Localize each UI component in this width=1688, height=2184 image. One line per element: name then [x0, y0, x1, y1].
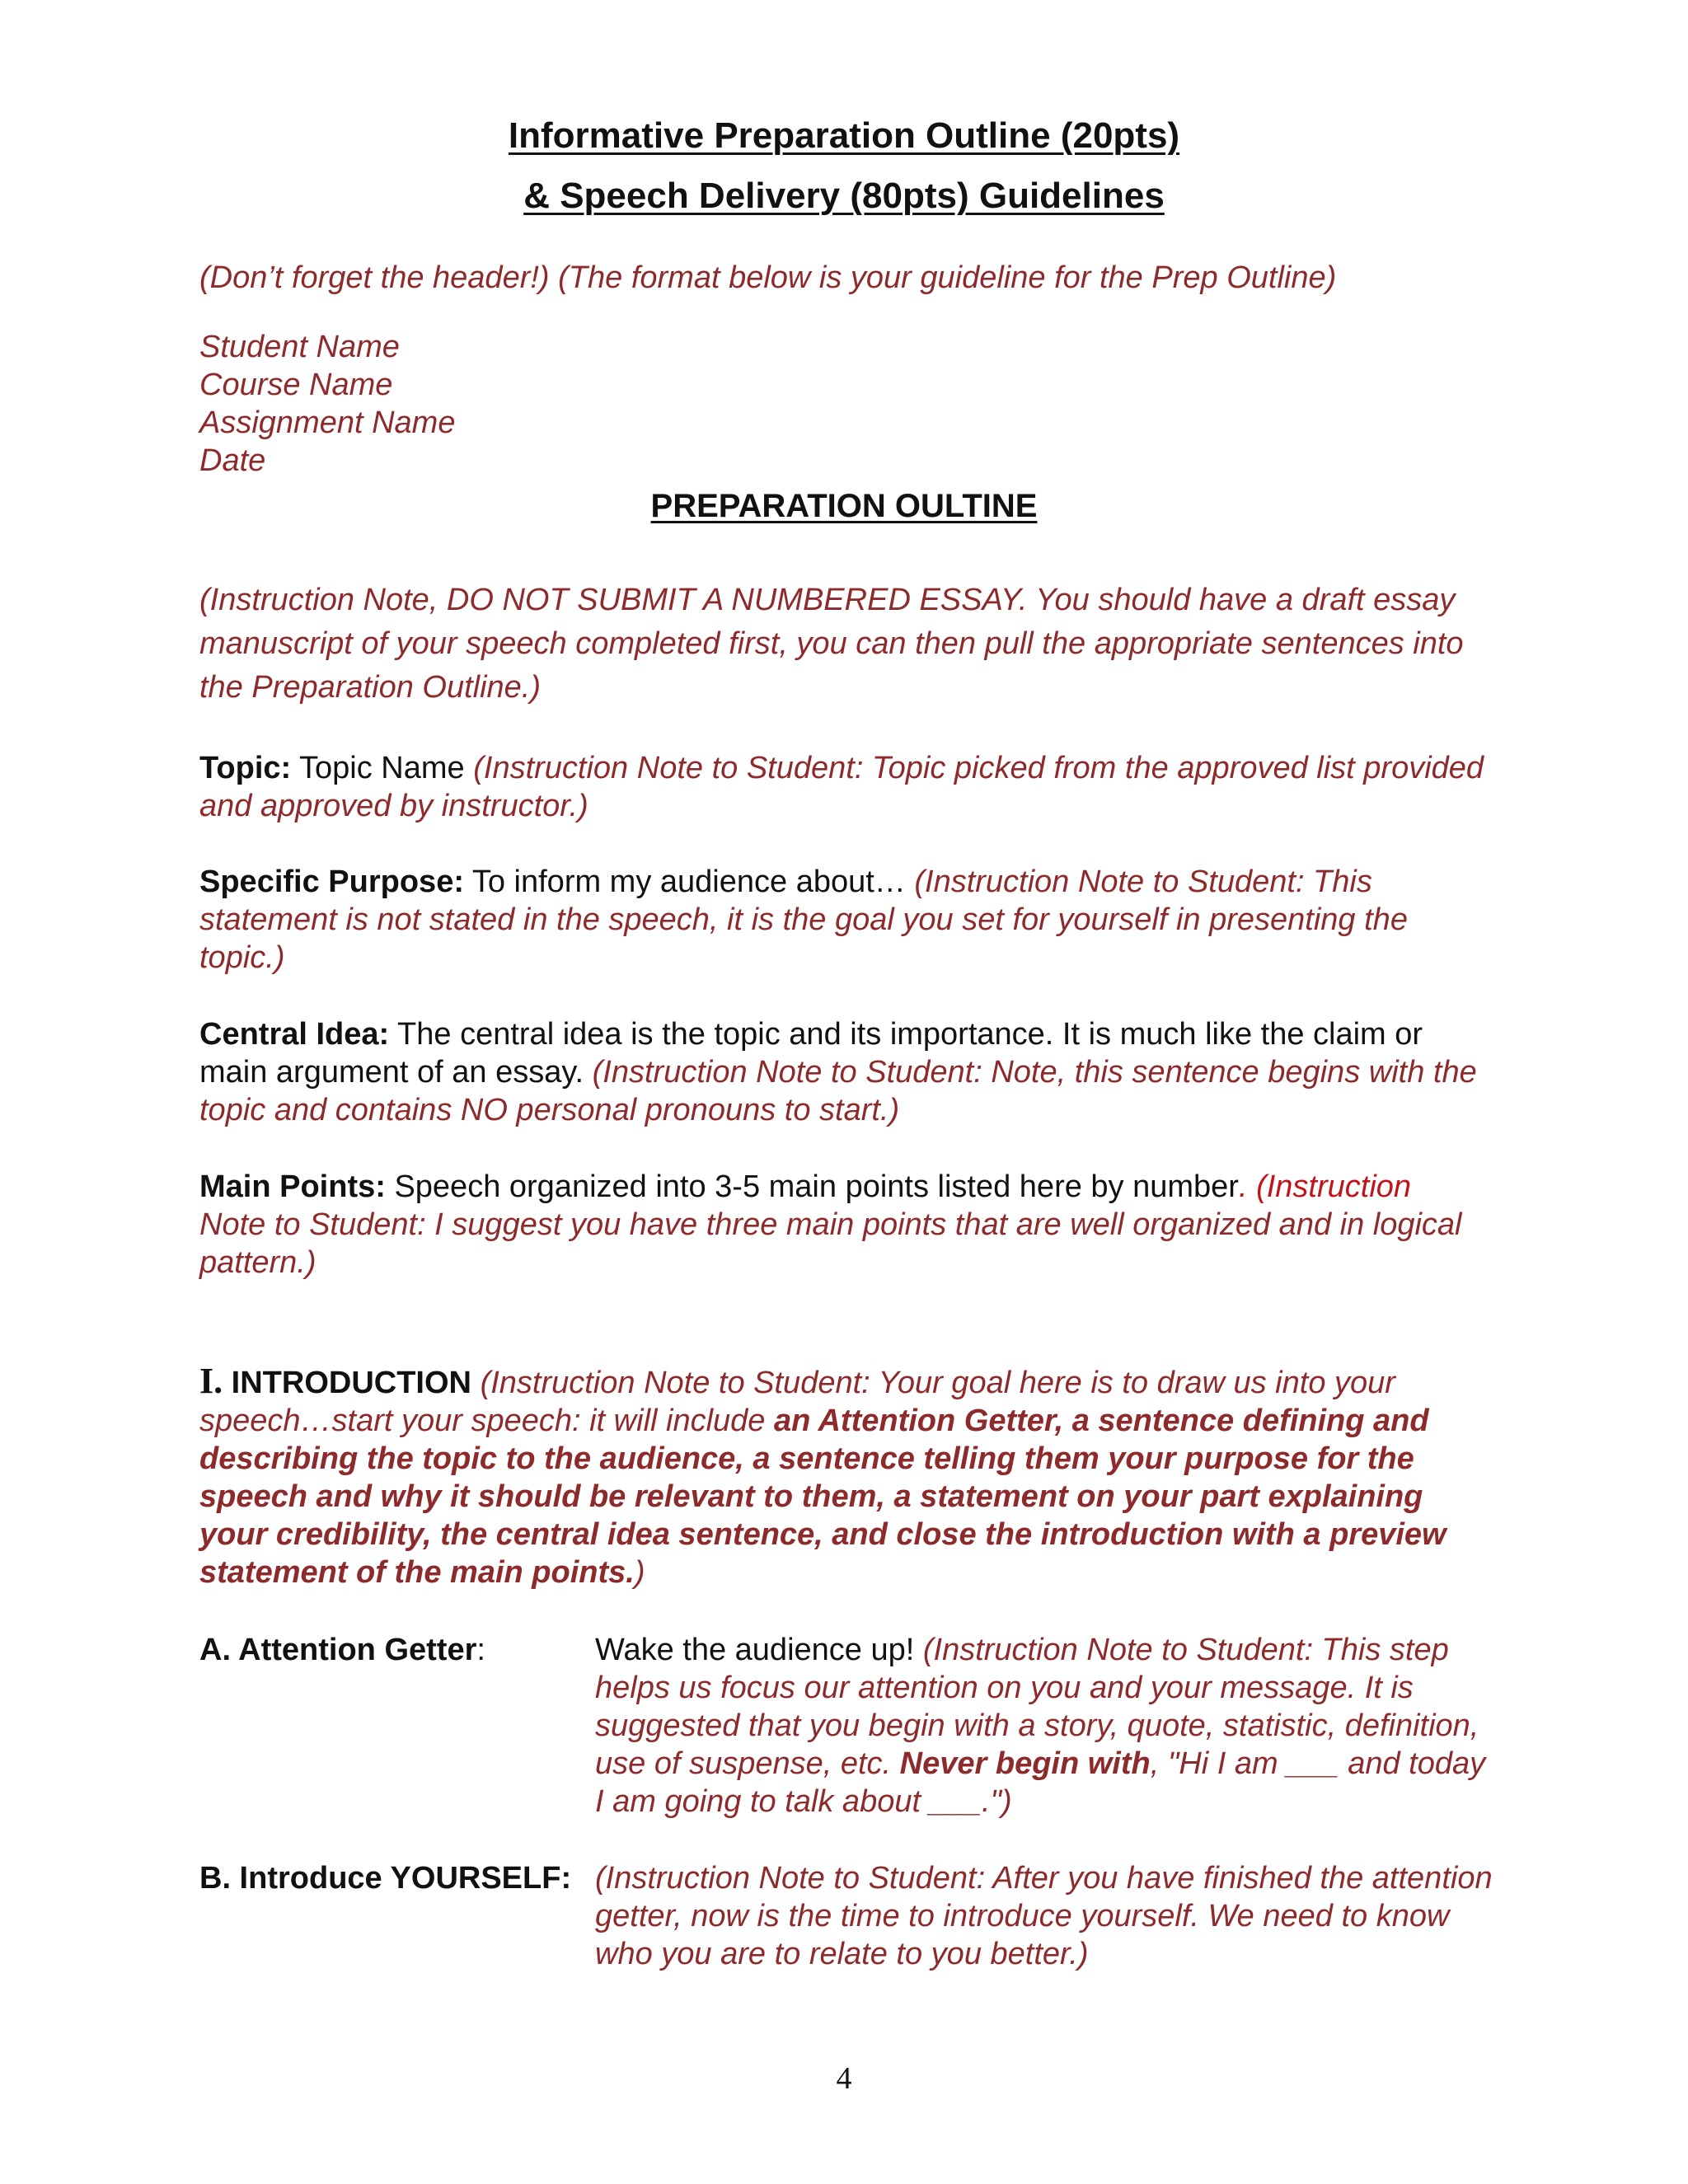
central-idea-text: The central idea is the topic and its importance. It is much like the claim or main argument of an essay. [199, 1017, 1423, 1090]
field-course-name: Course Name [199, 368, 393, 402]
header-fields [199, 328, 1485, 480]
document-title-line-2: & Speech Delivery (80pts) Guidelines [523, 176, 1165, 216]
introduce-yourself-label: B. Introduce YOURSELF: [199, 1861, 572, 1896]
attention-getter-colon: : [476, 1633, 485, 1667]
introduction-note-start: (Instruction Note to Student: Your goal here is to draw us into your speech…start your speech: it will include [199, 1366, 1395, 1438]
specific-purpose-label: Specific Purpose: [199, 865, 464, 899]
main-points-text: Speech organized into 3-5 main points listed here by number [385, 1169, 1239, 1204]
introduction-note-bold: an Attention Getter, a sentence defining and describing the topic to the audience, a sentence telling them your purpose for the speech and why it should be relevant to them, a statement on your part explaining your credibility, the central idea sentence, and close the introduction with a preview statement of the main points. [199, 1404, 1447, 1590]
introduction-numeral: I. [199, 1361, 223, 1401]
introduction-label: INTRODUCTION [223, 1366, 481, 1400]
topic-note: (Instruction Note to Student: Topic picked from the approved list provided and approved by instructor.) [199, 751, 1484, 823]
field-date: Date [199, 443, 266, 478]
specific-purpose-section [199, 863, 1485, 977]
instruction-note: (Instruction Note, DO NOT SUBMIT A NUMBERED ESSAY. You should have a draft essay manuscript of your speech completed first, you can then pull the appropriate sentences into the Preparation Outline.) [199, 583, 1464, 705]
preparation-outline-heading: PREPARATION OULTINE [650, 488, 1038, 524]
main-points-section [199, 1168, 1485, 1282]
header-note: (Don’t forget the header!) (The format below is your guideline for the Prep Outline) [199, 260, 1337, 295]
introduction-section [199, 1362, 1485, 1591]
main-points-label: Main Points: [199, 1169, 386, 1204]
field-assignment-name: Assignment Name [199, 405, 456, 440]
attention-getter-note-start: (Instruction Note to Student: This step helps us focus our attention on you and your message. It is suggested that you begin with a story, quote, statistic, definition, use of suspense, etc. [595, 1633, 1479, 1781]
main-points-note-start: . (Instruction [1238, 1169, 1412, 1204]
specific-purpose-note: (Instruction Note to Student: This statement is not stated in the speech, it is the goal you set for yourself in presenting the topic.) [199, 865, 1408, 975]
attention-getter-label [199, 1631, 485, 1669]
topic-label: Topic: [199, 751, 292, 785]
central-idea-label: Central Idea: [199, 1017, 390, 1052]
central-idea-note: (Instruction Note to Student: Note, this sentence begins with the topic and contains NO personal pronouns to start.) [199, 1055, 1477, 1127]
attention-getter-note-end: , "Hi I am ___ and today I am going to talk about ___.") [595, 1746, 1486, 1819]
page-number: 4 [836, 2061, 852, 2096]
central-idea-section [199, 1015, 1485, 1129]
attention-getter-note-bold: Never begin with [899, 1746, 1151, 1781]
attention-getter-label-text: A. Attention Getter [199, 1633, 477, 1667]
attention-getter-body [595, 1631, 1493, 1821]
introduction-note-end: ) [634, 1555, 645, 1590]
field-student-name: Student Name [199, 330, 400, 364]
specific-purpose-text: To inform my audience about… [463, 865, 915, 899]
attention-getter-text: Wake the audience up! [595, 1633, 923, 1667]
topic-section [199, 749, 1485, 825]
introduce-yourself-note: (Instruction Note to Student: After you have finished the attention getter, now is the time to introduce yourself. We need to know who you are to relate to you better.) [595, 1861, 1493, 1971]
document-title-line-1: Informative Preparation Outline (20pts) [508, 115, 1180, 156]
topic-text: Topic Name [291, 751, 474, 785]
main-points-note: Note to Student: I suggest you have three main points that are well organized and in logical pattern.) [199, 1207, 1462, 1280]
